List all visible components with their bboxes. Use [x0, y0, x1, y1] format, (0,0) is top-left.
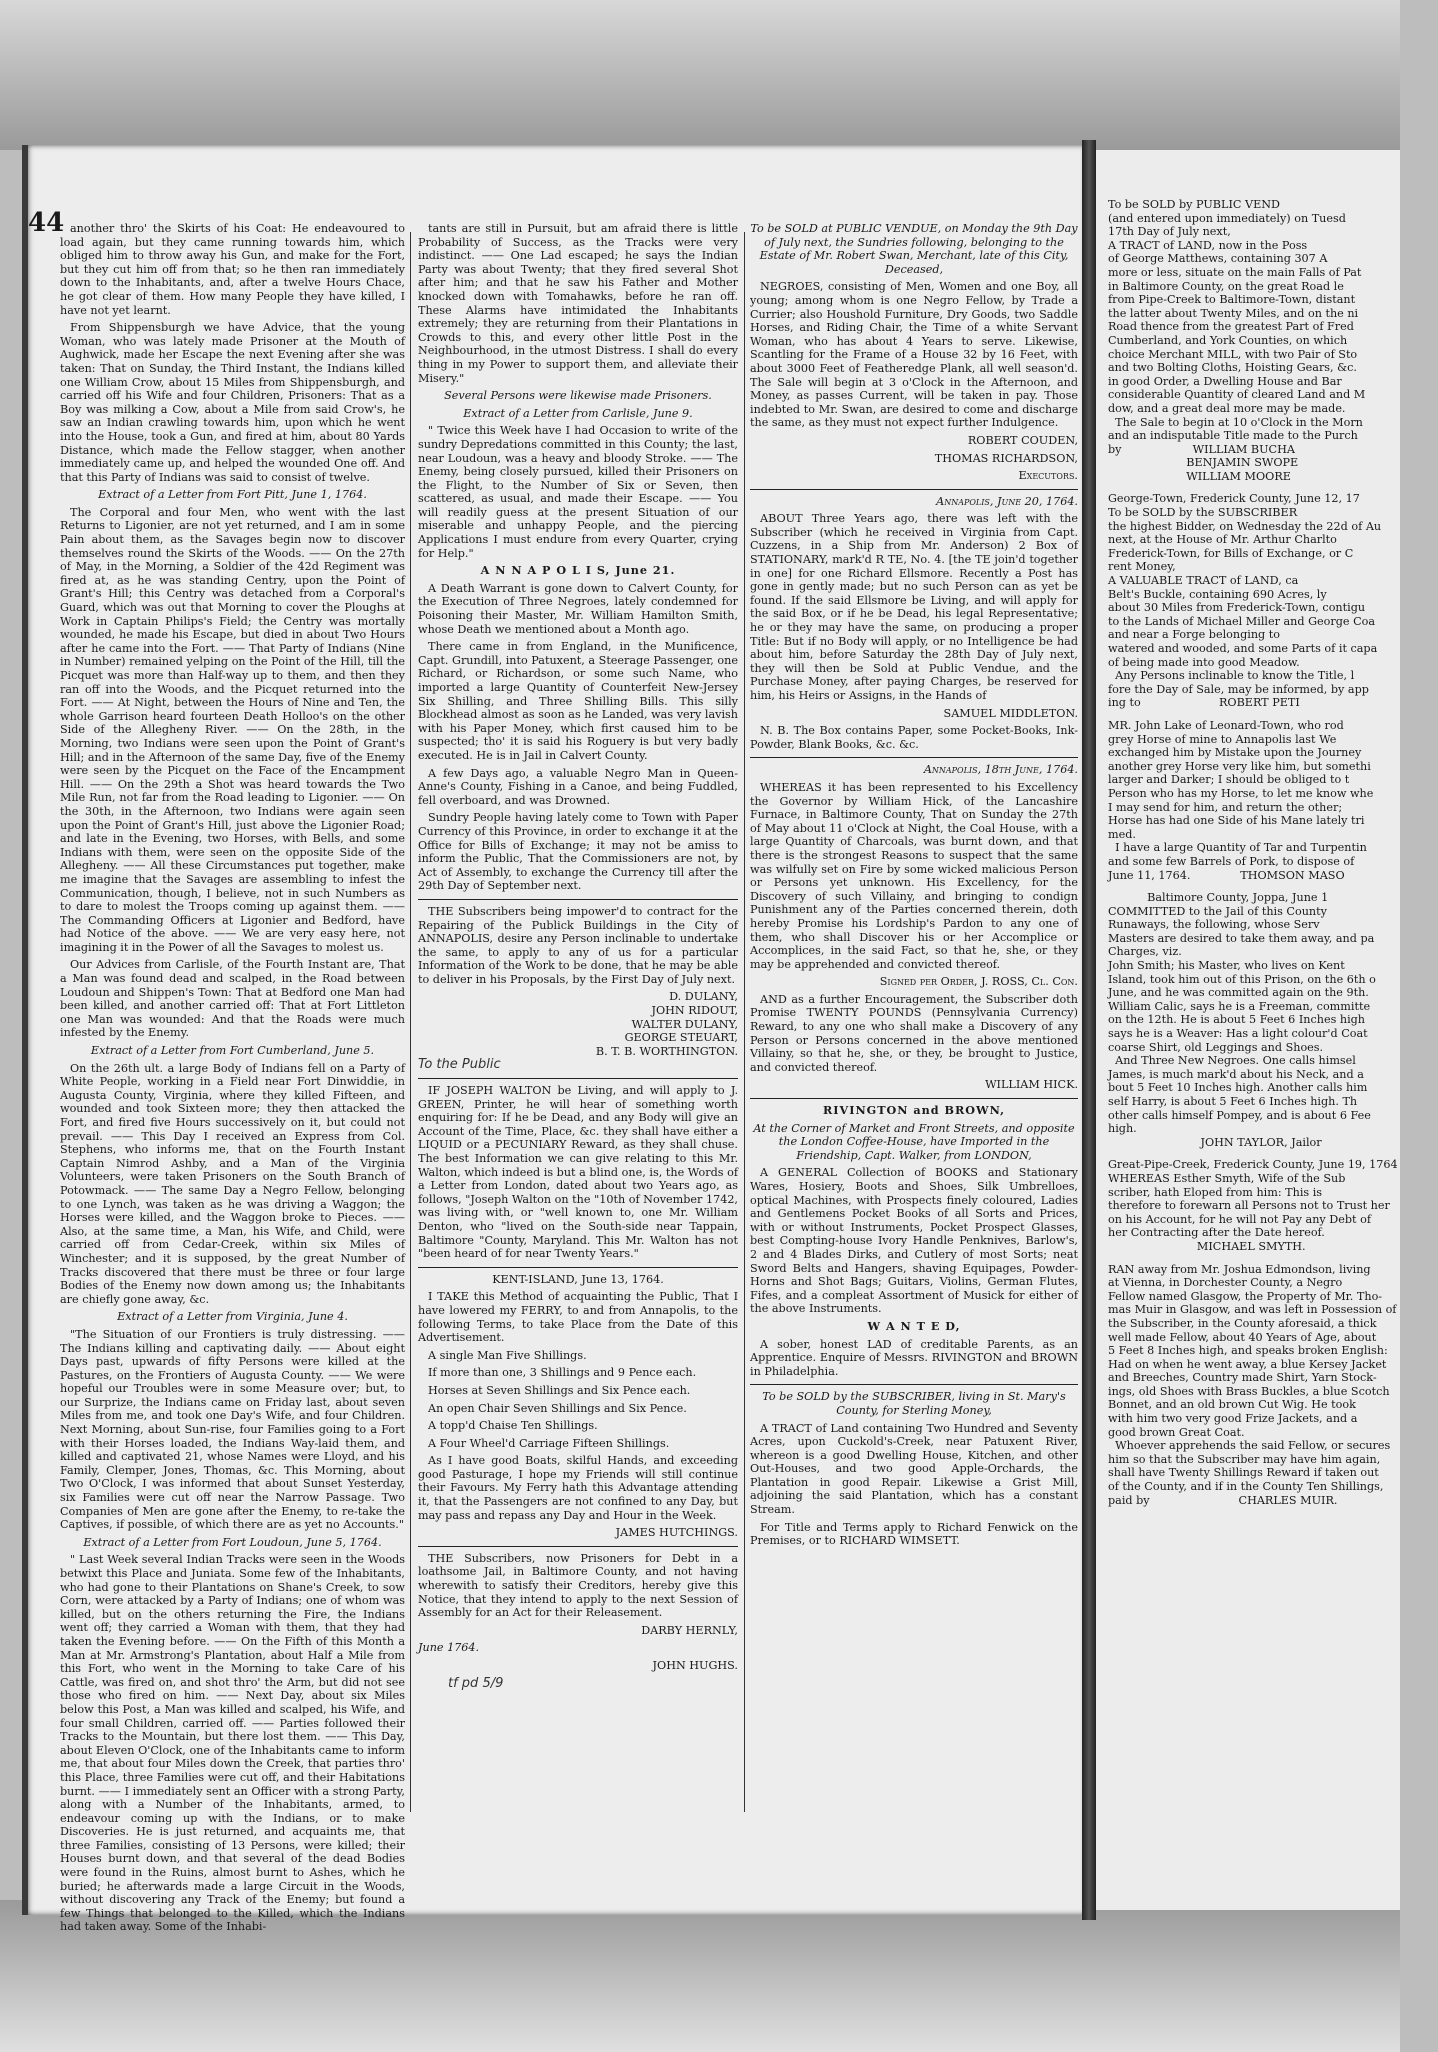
right-page-line: Charges, viz.	[1108, 945, 1182, 959]
right-page-line: on the 12th. He is about 5 Feet 6 Inches high	[1108, 1013, 1366, 1027]
annapolis-heading: A N N A P O L I S, June 21.	[480, 563, 676, 578]
ferry-rate-line: A topp'd Chaise Ten Shillings.	[428, 1419, 598, 1433]
ferry-signature: JAMES HUTCHINGS.	[615, 1526, 738, 1540]
scan-top-margin	[0, 0, 1400, 150]
subscriber-name: GEORGE STEUART,	[624, 1031, 738, 1045]
right-page-line	[1108, 710, 1438, 719]
debt-signature-1: DARBY HERNLY,	[641, 1623, 738, 1637]
right-page-line: MR. John Lake of Leonard-Town, who rod	[1108, 718, 1344, 732]
stationary-heading: Annapolis, June 20, 1764.	[936, 494, 1078, 508]
vendue-signature-1: ROBERT COUDEN,	[967, 433, 1078, 447]
lancashire-signature: Signed per Order, J. ROSS, Cl. Con.	[879, 975, 1078, 989]
right-page-line: Island, took him out of this Prison, on the 6th o	[1108, 972, 1376, 986]
debt-date: June 1764.	[418, 1641, 480, 1655]
right-page-line: at Vienna, in Dorchester County, a Negro	[1108, 1276, 1343, 1290]
right-page-line: mas Muir in Glasgow, and was left in Possession of	[1108, 1303, 1397, 1317]
right-page-line: exchanged him by Mistake upon the Journey	[1108, 746, 1362, 760]
right-page-line: George-Town, Frederick County, June 12, 17	[1108, 492, 1360, 506]
rivington-ad	[750, 1098, 1078, 1378]
right-page-line: other calls himself Pompey, and is about 6 Fee	[1108, 1108, 1371, 1122]
right-page-line: ing to ROBERT PETI	[1108, 696, 1300, 710]
right-page-line: A TRACT of LAND, now in the Poss	[1108, 238, 1308, 252]
right-page-line: in Baltimore County, on the great Road le	[1108, 279, 1344, 293]
ferry-notice	[418, 1267, 738, 1540]
right-page-line: William Calic, says he is a Freeman, committe	[1108, 999, 1371, 1013]
subscribers-text: THE Subscribers being impower'd to contract for the Repairing of the Publick Buildings in the City of ANNAPOLIS, desire any Person inclinable to undertake the same, to apply to any of us for a particular Information of the Work to be done, that he may be able to deliver in his Proposals, by the First Day of July next.	[418, 904, 738, 986]
annapolis-paragraph: A Death Warrant is gone down to Calvert County, for the Execution of Three Negroes, lately condemned for Poisoning their Master, Mr. William Hamilton Smith, whose Death we mentioned about a Month ago.	[418, 581, 738, 636]
subscribers-notice	[418, 899, 738, 1072]
right-page-line: therefore to forewarn all Persons not to Trust her	[1108, 1199, 1390, 1213]
vendue-signature-2: THOMAS RICHARDSON,	[934, 451, 1078, 465]
right-page-line: of George Matthews, containing 307 A	[1108, 252, 1328, 266]
right-page-line: choice Merchant MILL, with two Pair of Sto	[1108, 347, 1358, 361]
ferry-text: I TAKE this Method of acquainting the Public, That I have lowered my FERRY, to and from Annapolis, to the following Terms, to take Place from the Date of this Advertisement.	[418, 1290, 738, 1345]
right-page-line: considerable Quantity of cleared Land and M	[1108, 388, 1366, 402]
right-page-line: Whoever apprehends the said Fellow, or secures	[1108, 1439, 1391, 1453]
right-page-line: dow, and a great deal more may be made.	[1108, 401, 1346, 415]
right-page-line: RAN away from Mr. Joshua Edmondson, living	[1108, 1262, 1371, 1276]
ferry-rate-line: As I have good Boats, skilful Hands, and exceeding good Pasturage, I hope my Friends will still continue their Favours. My Ferry hath this Advantage attending it, that the Passengers are not confined to any Day, but may pass and repass any Day and Hour in the Week.	[418, 1454, 738, 1522]
right-page-line: Great-Pipe-Creek, Frederick County, June 19, 1764	[1108, 1158, 1398, 1172]
stationary-notice	[750, 489, 1078, 752]
right-page-line: to the Lands of Michael Miller and George Coa	[1108, 614, 1376, 628]
wanted-text: A sober, honest LAD of creditable Parents, as an Apprentice. Enquire of Messrs. RIVINGTON and BROWN in Philadelphia.	[750, 1337, 1078, 1378]
letter-heading: Extract of a Letter from Fort Pitt, June 1, 1764.	[98, 488, 367, 502]
news-paragraph: " Last Week several Indian Tracks were seen in the Woods betwixt this Place and Juniata. Some few of the Inhabitants, who had gone to their Plantations on Shane's Creek, to sow Corn, were attacked by a Party of Indians; one of whom was killed, but on the others returning the Fire, the Indians went off; they carried a Woman with them, that they had taken the Evening before. —— On the Fifth of this Month a Man at Mr. Armstrong's Plantation, about Half a Mile from this Fort, who went in the Morning to take Care of his Cattle, was fired on, and shot thro' the Arm, but did not see those who fired on him. —— Next Day, about six Miles below this Post, a Man was killed and scalped, his Wife, and four small Children, carried off. —— Parties followed their Tracks to the Mountain, but there lost them. —— This Day, about Eleven O'Clock, one of the Inhabitants came to inform me, that about four Miles down the Creek, that parties thro' this Place, three Families were cut off, and their Habitations burnt. —— I immediately sent an Officer with a strong Party, along with a Number of the Inhabitants, armed, to endeavour coming up with the Indians, or to make Discoveries. He is just returned, and acquaints me, that three Families, consisting of 13 Persons, were killed; their Houses burnt down, and that several of the dead Bodies were found in the Ruins, almost burnt to Ashes, which he buried; he afterwards made a large Circuit in the Woods, without discovering any Track of the Enemy; but found a few Things that belonged to the Killed, which the Indians had taken away. Some of the Inhabi-	[60, 1553, 405, 1934]
ferry-rate-line: Horses at Seven Shillings and Six Pence each.	[428, 1383, 691, 1397]
right-page-line	[1108, 1254, 1438, 1263]
right-page-line: from Pipe-Creek to Baltimore-Town, distant	[1108, 293, 1356, 307]
right-page-line: Belt's Buckle, containing 690 Acres, ly	[1108, 587, 1327, 601]
right-page-line: him so that the Subscriber may have him again,	[1108, 1452, 1381, 1466]
right-page-line: Runaways, the following, whose Serv	[1108, 918, 1320, 932]
right-page-line: Had on when he went away, a blue Kersey Jacket	[1108, 1357, 1387, 1371]
right-page-line: Any Persons inclinable to know the Title, l	[1108, 669, 1355, 683]
right-page-line: high.	[1108, 1122, 1137, 1136]
right-page-line: the highest Bidder, on Wednesday the 22d of Au	[1108, 519, 1382, 533]
subscriber-name: WALTER DULANY,	[631, 1017, 738, 1031]
right-page-line: To be SOLD by PUBLIC VEND	[1108, 198, 1281, 211]
right-page-line: JOHN TAYLOR, Jailor	[1108, 1135, 1322, 1149]
right-page-line: with him two very good Frize Jackets, and a	[1108, 1412, 1358, 1426]
right-page-line: good brown Great Coat.	[1108, 1425, 1245, 1439]
news-column-3	[750, 222, 1078, 1662]
right-page-line: June, and he was committed again on the 9th.	[1108, 986, 1369, 1000]
letter-heading: Extract of a Letter from Carlisle, June 9.	[463, 406, 693, 420]
right-page-line: WHEREAS Esther Smyth, Wife of the Sub	[1108, 1171, 1346, 1185]
debt-signature-2: JOHN HUGHS.	[652, 1659, 738, 1672]
stationary-signature: SAMUEL MIDDLETON.	[943, 706, 1078, 720]
news-paragraph: Our Advices from Carlisle, of the Fourth Instant are, That a Man was found dead and scalped, in the Road between Loudoun and Shippen's Town: That at Bedford one Man had been killed, and another carried off: That at Fort Littleton one Man was wounded: And that the Roads were much infested by the Enemy.	[60, 958, 405, 1040]
ferry-rate-line: A single Man Five Shillings.	[428, 1348, 587, 1362]
right-page-line: of the County, and if in the County Ten Shillings,	[1108, 1480, 1384, 1494]
tract-heading: To be SOLD by the SUBSCRIBER, living in St. Mary's County, for Sterling Money,	[762, 1390, 1066, 1417]
right-page-line: well made Fellow, about 40 Years of Age, about	[1108, 1330, 1377, 1344]
news-paragraph: " Twice this Week have I had Occasion to write of the sundry Depredations committed in this County; the last, near Loudoun, was a heavy and bloody Stroke. —— The Enemy, being closely pursued, killed their Prisoners on the Flight, to the Number of Six or Seven, then scattered, as usual, and made their Escape. —— You will readily guess at the present Situation of our miserable and unhappy People, and the piercing Applications I must endure from every Quarter, crying for Help."	[418, 424, 738, 560]
right-page-line: To be SOLD by the SUBSCRIBER	[1108, 506, 1298, 520]
right-page-line: Horse has had one Side of his Mane lately tri	[1108, 814, 1365, 828]
letter-heading: Extract of a Letter from Virginia, June 4.	[117, 1310, 348, 1324]
right-page-line: and Breeches, Country made Shirt, Yarn Stock-	[1108, 1371, 1377, 1385]
right-page-line: COMMITTED to the Jail of this County	[1108, 904, 1327, 918]
right-page-line: rent Money,	[1108, 560, 1176, 574]
tract-ad	[750, 1384, 1078, 1548]
right-page-line: 17th Day of July next,	[1108, 225, 1231, 239]
right-page-line: Baltimore County, Joppa, June 1	[1108, 891, 1329, 905]
news-paragraph: From Shippensburgh we have Advice, that the young Woman, who was lately made Prisoner at the Mouth of Aughwick, made her Escape the next Evening after she was taken: That on Sunday, the Third Instant, the Indians killed one William Crow, about 15 Miles from Shippensburgh, and carried off his Wife and four Children, Prisoners: That as a Boy was milking a Cow, about a Mile from said Crow's, he saw an Indian crawling towards him, upon which he went into the House, took a Gun, and fired at him, about 80 Yards Distance, which made the Fellow stagger, when another immediately came up, and helped the wounded One off. And that this Party of Indians was said to consist of twelve.	[60, 321, 405, 484]
walton-notice	[418, 1078, 738, 1261]
stationary-text: ABOUT Three Years ago, there was left with the Subscriber (which he received in Virginia from Capt. Cuzzens, in a Ship from Mr. Anderson) 2 Box of STATIONARY, mark'd R TE, No. 4. [the TE join'd together in one] for one Richard Ellsmore. Recently a Post has gone in gently made; but no such Person can as yet be found. If the said Ellsmore be Living, and will apply for the said Box, or if he be Dead, his legal Representative; he or they may have the same, on producing a proper Title: But if no Body will apply, or no Intelligence be had about him, before Saturday the 28th Day of July next, they will then be Sold at Public Vendue, and the Purchase Money, after paying Charges, be reserved for him, his Heirs or Assigns, in the Hands of	[750, 512, 1078, 702]
right-page-line: and an indisputable Title made to the Purch	[1108, 429, 1358, 443]
letter-heading: Extract of a Letter from Fort Cumberland, June 5.	[90, 1044, 375, 1058]
right-page-line: 5 Feet 8 Inches high, and speaks broken English:	[1108, 1344, 1388, 1358]
tract-text: A TRACT of Land containing Two Hundred and Seventy Acres, upon Cuckold's-Creek, near Patuxent River, whereon is a good Dwelling House, Kitchen, and other Out-Houses, and two good Apple-Orchards, the Plantation in good Repair. Likewise a Grist Mill, adjoining the said Plantation, which has a constant Stream.	[750, 1421, 1078, 1517]
right-page-line: WILLIAM MOORE	[1108, 469, 1291, 483]
right-page-column	[1108, 198, 1438, 1507]
letter-heading: Extract of a Letter from Fort Loudoun, June 5, 1764.	[83, 1535, 382, 1549]
annapolis-paragraph: Sundry People having lately come to Town with Paper Currency of this Province, in order to exchange it at the Office for Bills of Exchange; it may not be amiss to inform the Public, That the Commissioners are not, by Act of Assembly, to exchange the Currency till after the 29th Day of September next.	[418, 811, 738, 893]
reward-text: AND as a further Encouragement, the Subscriber doth Promise TWENTY POUNDS (Pennsylvania Currency) Reward, to any one who shall make a Discovery of any Person or Persons concerned in the above mentioned Villainy, so that he, she, or they, be brought to Justice, and convicted thereof.	[750, 992, 1078, 1074]
ferry-rate-line: A Four Wheel'd Carriage Fifteen Shillings.	[428, 1436, 670, 1450]
right-page-line: says he is a Weaver: Has a light colour'd Coat	[1108, 1027, 1368, 1041]
right-page-line: (and entered upon immediately) on Tuesd	[1108, 211, 1346, 225]
news-paragraph: "The Situation of our Frontiers is truly distressing. —— The Indians killing and captivating daily. —— About eight Days past, upwards of fifty Persons were killed at the Pastures, on the Frontiers of Augusta County. —— We were hopeful our Troubles were in some Measure over; but, to our Surprize, the Indians came on Friday last, about seven Miles from me, and took one Day's Wife, and four Children. Next Morning, about Sun-rise, four Families going to a Fort with their Horses loaded, the Indians Way-laid them, and killed and captivated 21, whose Names were Lloyd, and his Family, Clemper, Jones, Thomas, &c. This Morning, about Two O'Clock, I was informed that about Sunset Yesterday, six Families were cut off near the Narrow Passage. Two Companies of Men are gone after the Enemy, to re-take the Captives, if possible, of which there are as yet no Accounts."	[60, 1327, 405, 1532]
ferry-rate-line: An open Chair Seven Shillings and Six Pence.	[428, 1401, 687, 1415]
vendue-heading: To be SOLD at PUBLIC VENDUE, on Monday the 9th Day of July next, the Sundries following, belonging to the Estate of Mr. Robert Swan, Merchant, late of this City, Deceased,	[750, 222, 1078, 276]
right-page-line: another grey Horse very like him, but somethi	[1108, 759, 1371, 773]
news-paragraph: tants are still in Pursuit, but am afraid there is little Probability of Success, as the Tracks were very indistinct. —— One Lad escaped; he says the Indian Party was about Twenty; that they fired several Shot after him; and that he saw his Father and Mother knocked down with Tomahawks, before he ran off. These Alarms have intimidated the Inhabitants extremely; they are returning from their Plantations in Crowds to this, and every other little Post in the Neighbourhood, in the utmost Distress. I shall do every thing in my Power to support them, and alleviate their Misery."	[418, 222, 738, 385]
right-page-line: The Sale to begin at 10 o'Clock in the Morn	[1108, 415, 1363, 429]
subscriber-name: B. T. B. WORTHINGTON.	[595, 1044, 738, 1058]
rivington-subheading: At the Corner of Market and Front Streets, and opposite the London Coffee-House, have Imported in the Friendship, Capt. Walker, from LONDON,	[753, 1121, 1075, 1162]
right-page-line: and some few Barrels of Pork, to dispose of	[1108, 854, 1355, 868]
right-page-line: Frederick-Town, for Bills of Exchange, or C	[1108, 546, 1354, 560]
right-page-line: self Harry, is about 5 Feet 6 Inches high. Th	[1108, 1095, 1358, 1108]
news-column-1	[60, 222, 405, 1934]
wanted-heading: W A N T E D,	[867, 1318, 961, 1333]
right-page-line: I have a large Quantity of Tar and Turpentin	[1108, 841, 1367, 855]
right-page-line: the Subscriber, in the County aforesaid, a thick	[1108, 1316, 1377, 1330]
right-page-line: I may send for him, and return the other;	[1108, 800, 1343, 814]
rivington-heading: RIVINGTON and BROWN,	[823, 1103, 1005, 1118]
right-page-line: in good Order, a Dwelling House and Bar	[1108, 374, 1342, 388]
right-page-line: about 30 Miles from Frederick-Town, contigu	[1108, 601, 1366, 615]
right-page-line: grey Horse of mine to Annapolis last We	[1108, 732, 1337, 746]
right-page-line: Bonnet, and an old brown Cut Wig. He took	[1108, 1398, 1356, 1412]
right-page-line: James, is much mark'd about his Neck, and a	[1108, 1067, 1364, 1081]
right-page-line: coarse Shirt, old Leggings and Shoes.	[1108, 1040, 1324, 1054]
right-page-line: larger and Darker; I should be obliged to t	[1108, 773, 1350, 787]
subscriber-name: D. DULANY,	[669, 990, 738, 1004]
right-page-line: of being made into good Meadow.	[1108, 655, 1300, 669]
lancashire-notice	[750, 757, 1078, 1092]
walton-text: IF JOSEPH WALTON be Living, and will apply to J. GREEN, Printer, he will hear of something worth enquiring for: If he be Dead, and any Body will give an Account of the Time, Place, &c. they shall have either a LIQUID or a PECUNIARY Reward, as they shall chuse. The best Information we can give relating to this Mr. Walton, which indeed is but a blind one, is, the Words of a Letter from London, dated about two Years ago, as follows, "Joseph Walton on the "10th of November 1742, was living with, or "well known to, one Mr. William Denton, who "lived on the South-side near Tappain, Baltimore "County, Maryland. This Mr. Walton has not "been heard of for near Twenty Years."	[418, 1084, 738, 1261]
ferry-rate-line: If more than one, 3 Shillings and 9 Pence each.	[428, 1366, 697, 1380]
right-page-line: Fellow named Glasgow, the Property of Mr. Tho-	[1108, 1289, 1383, 1303]
right-page-line: ings, old Shoes with Brass Buckles, a blue Scotch	[1108, 1384, 1390, 1398]
debt-notice	[418, 1546, 738, 1690]
right-page-line: And Three New Negroes. One calls himsel	[1108, 1054, 1356, 1068]
news-paragraph: another thro' the Skirts of his Coat: He endeavoured to load again, but they came running towards him, which obliged him to throw away his Gun, and make for the Fort, but they cut him off from that; so he then ran immediately down to the Inhabitants, and, after a twelve Hours Chace, he got clear of them. How many People they have killed, I have not yet learnt.	[60, 222, 405, 317]
stationary-nb: N. B. The Box contains Paper, some Pocket-Books, Ink-Powder, Blank Books, &c. &c.	[750, 724, 1078, 751]
right-page-line: on his Account, for he will not Pay any Debt of	[1108, 1212, 1371, 1226]
ferry-heading: KENT-ISLAND, June 13, 1764.	[492, 1272, 664, 1286]
right-page-line: fore the Day of Sale, may be informed, by app	[1108, 682, 1369, 696]
right-page-line: A VALUABLE TRACT of LAND, ca	[1108, 574, 1299, 588]
news-paragraph: On the 26th ult. a large Body of Indians fell on a Party of White People, working in a Field near Fort Dinwiddie, in Augusta County, Virginia, where they killed Fifteen, and wounded and took Sixteen more; they then attacked the Fort, and fired five Hours successively on it, but could not prevail. —— This Day I received an Express from Col. Stephens, who informs me, that on the Fourth Instant Captain Nimrod Ashby, and a Man of the Virginia Volunteers, were taken Prisoners on the South Branch of Potowmack. —— The same Day a Negro Fellow, belonging to one Lynch, was taken as he was driving a Waggon; the Horses were killed, and the Waggon broke to Pieces. —— Also, at the same time, a Man, his Wife, and Child, were carried off from Cedar-Creek, within six Miles of Winchester; and it is supposed, by the great Number of Tracks discovered that there must be three or four large Bodies of the Enemy now down among us; the Inhabitants are chiefly gone away, &c.	[60, 1061, 405, 1306]
right-page-line: the latter about Twenty Miles, and on the ni	[1108, 306, 1359, 320]
right-page-line	[1108, 882, 1438, 891]
vendue-text: NEGROES, consisting of Men, Women and one Boy, all young; among whom is one Negro Fellow, by Trade a Currier; also Houshold Furniture, Dry Goods, two Saddle Horses, and Riding Chair, the Time of a white Servant Woman, who has about 4 Years to serve. Likewise, Scantling for the Frame of a House 32 by 16 Feet, with about 3000 Feet of Featheredge Plank, all well season'd. The Sale will begin at 3 o'Clock in the Afternoon, and Money, as passes Current, will be taken in pay. Those indebted to Mr. Swan, are desired to come and discharge the same, as they must not expect further Indulgence.	[750, 280, 1078, 430]
page-number: 44	[28, 208, 65, 238]
right-page-line: Road thence from the greatest Part of Fred	[1108, 320, 1354, 334]
reward-signature: WILLIAM HICK.	[985, 1078, 1078, 1092]
right-page-line: paid by CHARLES MUIR.	[1108, 1493, 1338, 1507]
right-page-line: and two Bolting Cloths, Hoisting Gears, &c.	[1108, 361, 1357, 375]
handwritten-note-public: To the Public	[418, 1057, 501, 1073]
annapolis-paragraph: A few Days ago, a valuable Negro Man in Queen-Anne's County, Fishing in a Canoe, and being Fuddled, fell overboard, and was Drowned.	[418, 766, 738, 807]
right-page-line: John Smith; his Master, who lives on Kent	[1108, 959, 1345, 973]
column-rule-2	[744, 232, 745, 1812]
annapolis-paragraph: There came in from England, in the Munificence, Capt. Grundill, into Patuxent, a Steerage Passenger, one Richard, or Richardson, or some such Name, who imported a large Quantity of Counterfeit New-Jersey Six Shilling, and Three Shilling Bills. This silly Blockhead almost as soon as he Landed, was very lavish with his Paper Money, which first caused him to be suspected; tho' it is said his Roguery is but very badly executed. He is in Jail in Calvert County.	[418, 640, 738, 762]
debt-text: THE Subscribers, now Prisoners for Debt in a loathsome Jail, in Baltimore County, and not having wherewith to satisfy their Creditors, hereby give this Notice, that they intend to apply to the next Session of Assembly for an Act for their Releasement.	[418, 1551, 738, 1620]
book-gutter	[1082, 140, 1096, 1920]
right-page-line: June 11, 1764. THOMSON MASO	[1108, 868, 1345, 882]
column-rule-1	[410, 232, 411, 1812]
right-page	[1096, 150, 1400, 1910]
right-page-line: scriber, hath Eloped from him: This is	[1108, 1185, 1323, 1199]
letter-heading: Several Persons were likewise made Prisoners.	[444, 389, 712, 403]
right-page-line: med.	[1108, 827, 1136, 841]
right-page-line: next, at the House of Mr. Arthur Charlto	[1108, 533, 1337, 547]
right-page-line: and near a Forge belonging to	[1108, 628, 1280, 642]
right-page-line: Masters are desired to take them away, and pa	[1108, 931, 1375, 945]
right-page-line: MICHAEL SMYTH.	[1108, 1239, 1306, 1253]
right-page-line	[1108, 483, 1438, 492]
news-paragraph: The Corporal and four Men, who went with the last Returns to Ligonier, are not yet returned, and I am in some Pain about them, as the Savages begin now to discover themselves round the Skirts of the Woods. —— On the 27th of May, in the Morning, a Soldier of the 42d Regiment was fired at, as he was standing Centry, upon the Point of Grant's Hill; this Centry was detached from a Corporal's Guard, which was out that Morning to cover the Ploughs at Work in Captain Philips's Field; the Centry was mortally wounded, he made his Escape, but died in about Two Hours after he came into the Fort. —— That Party of Indians (Nine in Number) remained yelping on the Point of the Hill, till the Picquet was more than Half-way up to them, and then they ran off into the Woods, and the Picquet returned into the Fort. —— At Night, between the Hours of Nine and Ten, the whole Garrison heard fourteen Death Holloo's on the other Side of the Allegheny River. —— On the 28th, in the Morning, two Indians were seen upon the Point of Grant's Hill; and in the Afternoon of the same Day, five of the Enemy were seen by the Picquet on the Face of the Encampment Hill. —— On the 29th a Shot was heard towards the Two Mile Run, not far from the Road leading to Ligonier. —— On the 30th, in the Afternoon, two Indians were again seen upon the Point of Grant's Hill, just above the Ligonier Road; and late in the Evening, two Horses, with Bells, and some Indians with them, were seen on the opposite Side of the Allegheny. —— All these Circumstances put together, make me imagine that the Savages are assembling to infest the Communication, though, I believe, not in such Numbers as to dare to molest the Troops coming up against them. —— The Commanding Officers at Ligonier and Bedford, have had Notice of the above. —— We are very easy here, not imagining it in the Power of all the Savages to molest us.	[60, 505, 405, 954]
right-page-line: Person who has my Horse, to let me know whe	[1108, 786, 1374, 800]
news-column-2	[418, 222, 738, 1691]
rivington-text: A GENERAL Collection of BOOKS and Stationary Wares, Hosiery, Boots and Shoes, Silk Umbrelloes, optical Machines, with Prospects finely coloured, Ladies and Gentlemens Pocket Books of all Sorts and Prices, with or without Instruments, Pocket Prospect Glasses, best Compting-house Ivory Handle Penknives, Barlow's, 2 and 4 Blades Dirks, and Cutlery of most Sorts; neat Sword Belts and Hangers, shaving Equipages, Powder-Horns and Shot Bags; Guitars, Violins, German Flutes, Fifes, and a compleat Assortment of Musick for either of the above Instruments.	[750, 1166, 1078, 1316]
vendue-signature-3: Executors.	[1018, 469, 1078, 483]
lancashire-heading: Annapolis, 18th June, 1764.	[923, 763, 1078, 777]
right-page-line: her Contracting after the Date hereof.	[1108, 1226, 1325, 1240]
right-page-line: more or less, situate on the main Falls of Pat	[1108, 265, 1362, 279]
right-page-line: by WILLIAM BUCHA	[1108, 442, 1295, 456]
right-page-line: bout 5 Feet 10 Inches high. Another calls him	[1108, 1081, 1368, 1095]
subscriber-name: JOHN RIDOUT,	[651, 1004, 738, 1018]
right-page-line: Cumberland, and York Counties, on which	[1108, 333, 1348, 347]
lancashire-text: WHEREAS it has been represented to his Excellency the Governor by William Hick, of the Lancashire Furnace, in Baltimore County, That on Sunday the 27th of May about 11 o'Clock at Night, the Coal House, with a large Quantity of Charcoals, was burnt down, and that there is the strongest Reasons to suspect that the same was wilfully set on Fire by some wicked malicious Person or Persons yet unknown. His Excellency, for the Discovery of such Villainy, and bringing to condign Punishment any of the Parties concerned therein, doth hereby Promise his Lordship's Pardon to any one of them, who shall Discover his or her Accomplice or Accomplices, in the said Fact, so that he, she, or they may be apprehended and convicted thereof.	[750, 780, 1078, 971]
right-page-line: shall have Twenty Shillings Reward if taken out	[1108, 1466, 1379, 1480]
tract-terms: For Title and Terms apply to Richard Fenwick on the Premises, or to RICHARD WIMSETT.	[750, 1520, 1078, 1548]
right-page-line: watered and wooded, and some Parts of it capa	[1108, 642, 1378, 655]
right-page-line: BENJAMIN SWOPE	[1108, 456, 1299, 470]
handwritten-note-paid: tf pd 5/9	[448, 1675, 504, 1691]
right-page-line	[1108, 1149, 1438, 1158]
